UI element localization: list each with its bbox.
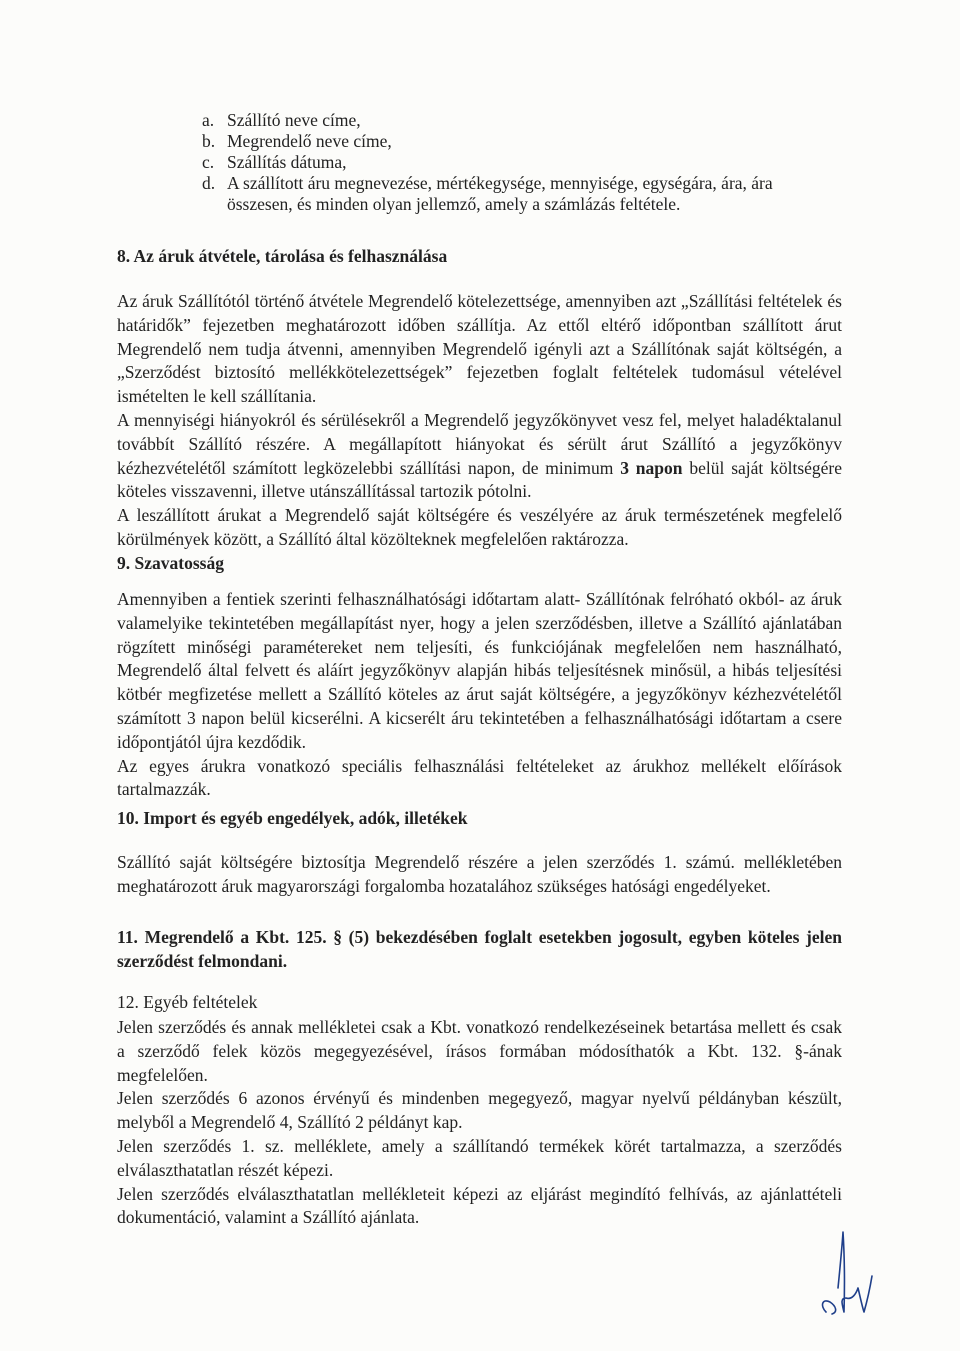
list-text: A szállított áru megnevezése, mértékegysége, mennyisége, egységára, ára, ára összesen, és minden olyan jellemző, amely a számlázás feltétele. bbox=[227, 173, 773, 214]
section-10 bbox=[117, 807, 842, 829]
handwritten-signature bbox=[812, 1228, 892, 1320]
list-marker: d. bbox=[202, 173, 216, 193]
section-10-paragraph-1: Szállító saját költségére biztosítja Megrendelő részére a jelen szerződés 1. számú. mellékletében meghatározott áruk magyarországi forgalomba hozatalához szükséges hatósági engedélyeket. bbox=[117, 852, 842, 896]
section-8 bbox=[117, 245, 842, 267]
info-list bbox=[117, 110, 842, 215]
section-12 bbox=[117, 991, 842, 1013]
section-12-body bbox=[117, 1016, 842, 1230]
section-8-body bbox=[117, 290, 842, 552]
section-8-p2-bold: 3 napon bbox=[620, 457, 683, 478]
section-8-paragraph-1: Az áruk Szállítótól történő átvétele Megrendelő kötelezettsége, amennyiben azt „Szállítási feltételek és határidők” fejezetben meghatározott időben szállítja. Az ettől eltérő időpontban szállított árut Megrendelő nem tudja átvenni, amennyiben Megrendelő igényli azt a Szállítónak saját költségén, a „Szerződést biztosító mellékkötelezettségek” fejezetben foglalt feltételek tudomásul vételével ismételten le kell szállítania. bbox=[117, 291, 842, 407]
section-8-title: 8. Az áruk átvétele, tárolása és felhasználása bbox=[117, 246, 448, 266]
list-marker: c. bbox=[202, 152, 215, 172]
section-8-paragraph-3: A leszállított árukat a Megrendelő saját költségére és veszélyére az áruk természetének megfelelő körülmények között, a Szállító által közölteknek megfelelően raktározza. bbox=[117, 505, 842, 549]
section-9-paragraph-1: Amennyiben a fentiek szerinti felhasználhatósági időtartam alatt- Szállítónak felróható okból- az áruk valamelyike tekintetében megállapítást nyer, hogy a jelen szerződésben, illetve a Szállító ajánlatában rögzített minőségi paramétereket nem teljesíti, és funkciójának megfelelően nem használható, Megrendelő által felvett és aláírt jegyzőkönyv alapján hibás teljesítésnek minősül, a hibás teljesítési kötbér megfizetése mellett a Szállító köteles az árut saját költségére, a jegyzőkönyv kézhezvételétől számított 3 napon belül kicserélni. A kicserélt áru tekintetében a felhasználhatósági időtartam a csere időpontjától újra kezdődik. bbox=[117, 589, 842, 752]
section-11-title: 11. Megrendelő a Kbt. 125. § (5) bekezdésében foglalt esetekben jogosult, egyben köteles jelen szerződést felmondani. bbox=[117, 927, 842, 971]
list-item-a bbox=[117, 110, 842, 131]
list-marker: a. bbox=[202, 110, 215, 130]
section-12-paragraph-3: Jelen szerződés 1. sz. melléklete, amely a szállítandó termékek körét tartalmazza, a szerződés elválaszthatatlan részét képezi. bbox=[117, 1135, 842, 1180]
section-9-title: 9. Szavatosság bbox=[117, 553, 224, 573]
section-8-paragraph-2 bbox=[117, 409, 842, 504]
section-8-p2-text-b: belül saját költségére köteles visszavenni, illetve utánszállítással tartozik pótolni. bbox=[117, 457, 843, 502]
section-9-paragraph-2: Az egyes árukra vonatkozó speciális felhasználási feltételeket az árukhoz mellékelt előírások tartalmazzák. bbox=[117, 755, 842, 800]
list-item-d bbox=[117, 173, 842, 215]
section-9 bbox=[117, 552, 842, 574]
section-11 bbox=[117, 926, 842, 974]
section-10-body bbox=[117, 851, 842, 899]
section-8-p2-text-a: A mennyiségi hiányokról és sérülésekről a Megrendelő jegyzőkönyvet vesz fel, melyet haladéktalanul továbbít Szállító részére. A megállapított hiányokat és sérült árut Szállító a jegyzőkönyv kézhezvételétől számított legközelebbi szállítási napon, de minimum bbox=[117, 409, 842, 478]
section-12-paragraph-4: Jelen szerződés elválaszthatatlan mellékleteit képezi az eljárást megindító felhívás, az ajánlattételi dokumentáció, valamint a Szállító ajánlata. bbox=[117, 1183, 842, 1228]
section-12-title: 12. Egyéb feltételek bbox=[117, 992, 258, 1012]
list-text: Szállítás dátuma, bbox=[227, 152, 347, 172]
list-text: Szállító neve címe, bbox=[227, 110, 361, 130]
list-text: Megrendelő neve címe, bbox=[227, 131, 392, 151]
section-12-paragraph-2: Jelen szerződés 6 azonos érvényű és mindenben megegyező, magyar nyelvű példányban készült, melyből a Megrendelő 4, Szállító 2 példányt kap. bbox=[117, 1088, 842, 1133]
list-item-b bbox=[117, 131, 842, 152]
section-12-paragraph-1: Jelen szerződés és annak mellékletei csak a Kbt. vonatkozó rendelkezéseinek betartása mellett és csak a szerződő felek közös megegyezésével, írásos formában módosíthatók a Kbt. 132. §-ának megfelelően. bbox=[117, 1017, 842, 1085]
list-item-c bbox=[117, 152, 842, 173]
list-marker: b. bbox=[202, 131, 216, 151]
section-10-title: 10. Import és egyéb engedélyek, adók, illetékek bbox=[117, 808, 468, 828]
section-9-body bbox=[117, 588, 842, 802]
